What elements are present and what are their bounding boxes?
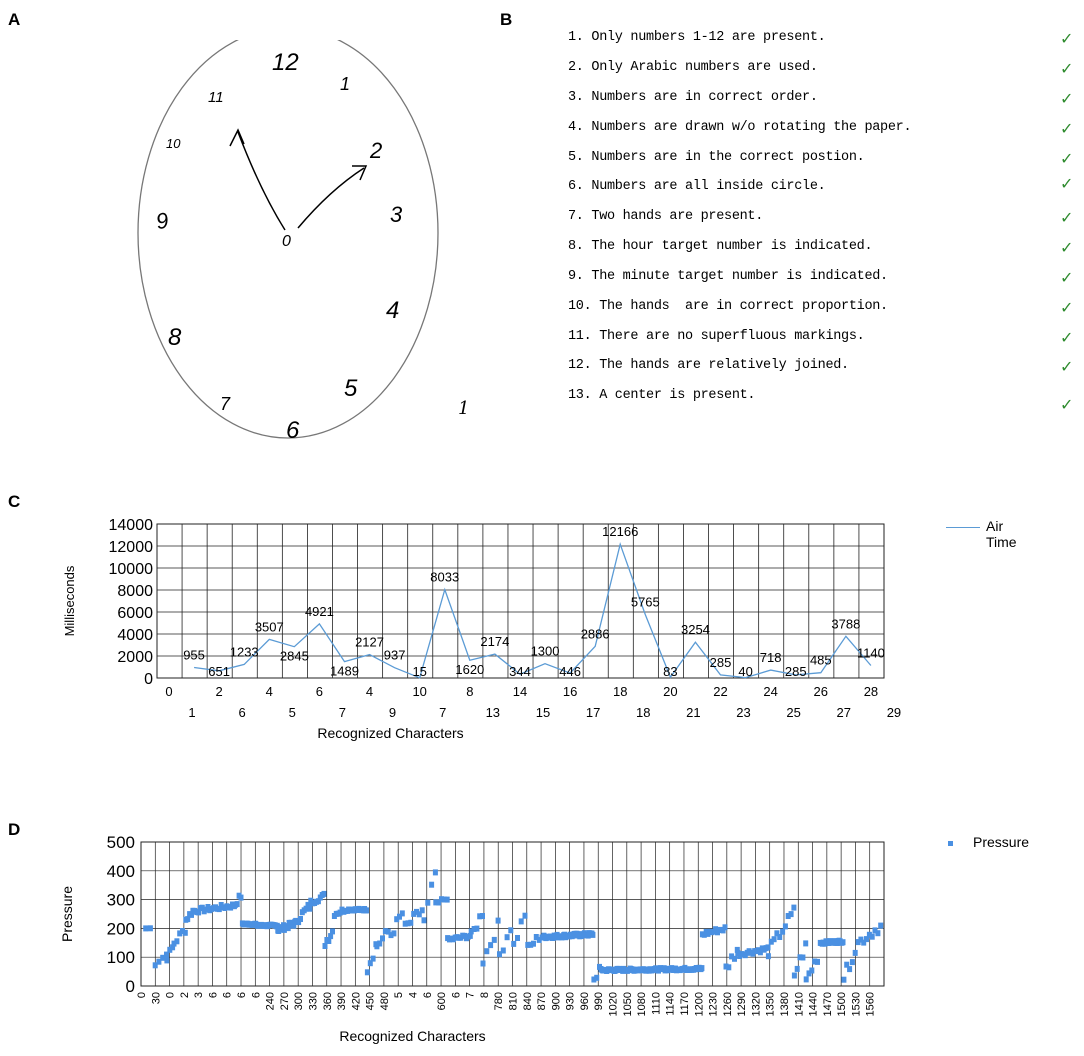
x-tick-label: 27 [836, 705, 852, 720]
x-tick-label: 5 [288, 705, 296, 720]
pressure-point [433, 869, 438, 875]
legend-label-air-time: Air Time [986, 518, 1017, 550]
x-axis-label: Recognized Characters [339, 1028, 486, 1044]
data-label: 3507 [254, 619, 284, 635]
y-tick-label: 4000 [117, 627, 153, 644]
x-tick-label: 15 [535, 705, 551, 720]
pressure-point [875, 930, 880, 936]
pressure-point [766, 953, 771, 959]
x-tick-label: 1020 [607, 992, 620, 1017]
check-icon: ✓ [1060, 328, 1074, 347]
data-label: 651 [208, 664, 230, 679]
x-tick-label: 21 [686, 705, 701, 720]
data-label: 285 [784, 664, 807, 679]
criterion-1: 1. Only numbers 1-12 are present. [568, 30, 826, 45]
x-tick-label: 28 [863, 684, 879, 699]
y-tick-label: 400 [106, 861, 135, 881]
clock-number-7: 7 [220, 394, 231, 414]
check-icon: ✓ [1060, 357, 1074, 376]
criterion-9: 9. The minute target number is indicated. [568, 269, 888, 284]
check-icon: ✓ [1060, 119, 1074, 138]
clock-number-3: 3 [390, 202, 403, 227]
x-tick-label: 960 [578, 992, 591, 1011]
criterion-4: 4. Numbers are drawn w/o rotating the paper. [568, 120, 912, 135]
x-tick-label: 9 [388, 705, 397, 720]
x-tick-label: 390 [336, 992, 349, 1011]
criterion-5: 5. Numbers are in the correct postion. [568, 150, 865, 165]
pressure-point [870, 934, 875, 940]
panel-label-a: A [8, 10, 21, 29]
minute-hand [298, 168, 364, 228]
x-tick-label: 6 [207, 992, 220, 999]
pressure-point [519, 918, 524, 924]
x-tick-label: 480 [378, 992, 391, 1011]
check-icon: ✓ [1060, 59, 1074, 78]
panel-label-d: D [8, 820, 21, 839]
y-tick-label: 300 [106, 890, 135, 910]
legend-marker-swatch [948, 841, 953, 846]
clock-number-10: 10 [166, 136, 181, 151]
x-tick-label: 10 [412, 684, 427, 699]
pressure-point [445, 897, 450, 903]
x-tick-label: 930 [564, 992, 577, 1011]
pressure-point [803, 940, 808, 946]
clock-number-5: 5 [344, 375, 358, 402]
x-tick-label: 1080 [636, 992, 649, 1017]
x-tick-label: 240 [264, 992, 277, 1011]
panel-label-c: C [8, 492, 21, 511]
x-tick-label: 1410 [793, 992, 806, 1017]
x-tick-label: 1350 [764, 992, 777, 1017]
pressure-point [780, 929, 785, 935]
pressure-point [878, 923, 883, 929]
pressure-point [235, 901, 240, 907]
pressure-point [841, 977, 846, 983]
data-label: 3788 [831, 616, 861, 632]
x-tick-label: 23 [736, 705, 751, 720]
air-time-chart [0, 500, 1084, 750]
pressure-point [766, 944, 771, 950]
y-tick-label: 14000 [108, 517, 153, 534]
clock-number-12: 12 [272, 49, 299, 76]
data-label: 955 [183, 647, 205, 663]
pressure-point [174, 938, 179, 944]
x-tick-label: 0 [165, 684, 173, 699]
data-label: 2886 [580, 626, 610, 642]
x-tick-label: 6 [421, 992, 434, 999]
data-label: 4921 [304, 603, 334, 619]
x-tick-label: 840 [521, 992, 534, 1011]
pressure-point [505, 934, 510, 940]
criterion-7: 7. Two hands are present. [568, 209, 764, 224]
pressure-point [408, 920, 413, 926]
y-axis-label: Milliseconds [62, 565, 77, 637]
x-tick-label: 810 [507, 992, 520, 1011]
criterion-12: 12. The hands are relatively joined. [568, 358, 849, 373]
data-label: 12166 [602, 524, 639, 540]
data-label: 344 [509, 664, 531, 679]
x-tick-label: 300 [293, 992, 306, 1011]
criterion-10: 10. The hands are in correct proportion. [568, 299, 888, 314]
pressure-point [400, 910, 405, 916]
clock-stray-mark: 1 [458, 398, 470, 419]
y-tick-label: 8000 [117, 583, 153, 600]
check-icon: ✓ [1060, 29, 1074, 48]
y-tick-label: 0 [144, 671, 153, 688]
x-axis-label: Recognized Characters [317, 725, 464, 741]
data-label: 718 [759, 650, 782, 666]
x-tick-label: 6 [315, 684, 324, 699]
x-tick-label: 7 [338, 705, 347, 720]
x-tick-label: 270 [278, 992, 291, 1011]
clock-hands [230, 130, 366, 230]
data-label: 485 [809, 652, 832, 668]
x-tick-label: 17 [585, 705, 601, 720]
pressure-point [772, 936, 777, 942]
clock-number-9: 9 [154, 207, 171, 235]
hour-hand [238, 132, 285, 230]
pressure-chart [0, 825, 1084, 1056]
x-tick-label: 18 [636, 705, 651, 720]
pressure-point [330, 928, 335, 934]
pressure-point [783, 923, 788, 929]
y-tick-label: 12000 [108, 539, 153, 556]
x-tick-label: 0 [136, 992, 148, 999]
pressure-point [420, 907, 425, 913]
x-tick-label: 3 [193, 992, 206, 999]
x-tick-label: 6 [238, 705, 246, 720]
x-tick-label: 7 [464, 992, 477, 999]
x-tick-label: 13 [485, 705, 501, 720]
pressure-point [789, 911, 794, 917]
x-tick-label: 1560 [864, 992, 877, 1017]
clock-number-6: 6 [286, 417, 300, 444]
pressure-point [511, 941, 516, 947]
pressure-point [847, 966, 852, 972]
pressure-point [371, 956, 376, 962]
data-label: 285 [709, 654, 732, 670]
clock-drawing [120, 40, 500, 450]
pressure-point [422, 917, 427, 923]
x-tick-label: 8 [478, 992, 491, 999]
x-tick-label: 16 [562, 684, 578, 699]
pressure-point [732, 956, 737, 962]
y-tick-label: 200 [106, 919, 135, 939]
check-icon: ✓ [1060, 89, 1074, 108]
x-tick-label: 5 [393, 992, 406, 999]
x-tick-label: 1110 [650, 992, 663, 1015]
check-icon: ✓ [1060, 149, 1074, 168]
data-label: 1140 [856, 645, 885, 661]
pressure-point [791, 905, 796, 911]
pressure-point [164, 957, 169, 963]
pressure-point [480, 913, 485, 919]
data-label: 3254 [680, 622, 710, 638]
y-tick-label: 100 [106, 948, 135, 968]
pressure-point [501, 948, 506, 954]
x-tick-label: 1200 [693, 992, 706, 1017]
y-tick-label: 10000 [108, 561, 153, 578]
data-label: 8033 [430, 569, 460, 585]
check-icon: ✓ [1060, 208, 1074, 227]
data-label: 2127 [355, 634, 385, 650]
criterion-11: 11. There are no superfluous markings. [568, 329, 865, 344]
criterion-13: 13. A center is present. [568, 388, 756, 403]
x-tick-label: 600 [436, 992, 449, 1011]
pressure-point [508, 927, 513, 933]
criterion-2: 2. Only Arabic numbers are used. [568, 60, 818, 75]
pressure-point [429, 882, 434, 888]
pressure-point [726, 964, 731, 970]
x-tick-label: 1290 [736, 992, 749, 1017]
pressure-point [380, 935, 385, 941]
pressure-point [143, 925, 148, 931]
x-tick-label: 1530 [850, 992, 863, 1017]
clock-number-2: 2 [370, 138, 383, 163]
pressure-point [322, 891, 327, 897]
x-tick-label: 6 [450, 992, 463, 999]
pressure-point [484, 948, 489, 954]
x-tick-label: 29 [886, 705, 902, 720]
x-tick-label: 450 [364, 992, 377, 1011]
data-label: 5765 [630, 594, 660, 610]
x-tick-label: 1380 [778, 992, 791, 1017]
x-tick-label: 1260 [721, 992, 734, 1017]
pressure-point [481, 961, 486, 967]
data-label: 40 [738, 664, 753, 679]
pressure-point [804, 976, 809, 982]
x-tick-label: 330 [307, 992, 320, 1011]
data-label: 83 [663, 664, 678, 679]
x-tick-label: 990 [593, 992, 606, 1011]
clock-number-8: 8 [168, 324, 182, 351]
x-tick-label: 24 [763, 684, 778, 699]
pressure-point [391, 930, 396, 936]
data-label: 937 [383, 647, 406, 663]
clock-center-mark: 0 [282, 233, 291, 250]
x-tick-label: 1320 [750, 992, 763, 1017]
x-tick-label: 1140 [664, 992, 677, 1016]
criterion-8: 8. The hour target number is indicated. [568, 239, 873, 254]
x-tick-label: 1500 [836, 992, 849, 1017]
y-tick-label: 0 [125, 977, 135, 996]
data-label: 1233 [229, 644, 259, 660]
pressure-point [531, 941, 536, 947]
legend-line-swatch [946, 527, 980, 528]
pressure-point [850, 959, 855, 965]
criterion-3: 3. Numbers are in correct order. [568, 90, 818, 105]
pressure-point [474, 926, 479, 932]
pressure-point [699, 965, 704, 971]
clock-number-1: 1 [340, 74, 351, 94]
check-icon: ✓ [1060, 268, 1074, 287]
pressure-point [792, 973, 797, 979]
pressure-point [777, 934, 782, 940]
pressure-point [723, 924, 728, 930]
x-tick-label: 14 [512, 684, 528, 699]
x-tick-label: 4 [407, 992, 420, 999]
pressure-point [365, 969, 370, 975]
x-tick-label: 6 [250, 992, 263, 999]
y-tick-label: 6000 [117, 605, 153, 622]
legend-label-pressure: Pressure [973, 834, 1030, 850]
x-tick-label: 0 [164, 992, 177, 999]
pressure-point [492, 937, 497, 943]
check-icon: ✓ [1060, 298, 1074, 317]
pressure-point [853, 950, 858, 956]
pressure-point [496, 918, 501, 924]
pressure-point [488, 942, 493, 948]
check-icon: ✓ [1060, 238, 1074, 257]
pressure-point [800, 955, 805, 961]
x-tick-label: 30 [150, 992, 163, 1005]
clock-number-11: 11 [208, 89, 224, 106]
x-tick-label: 26 [813, 684, 829, 699]
pressure-point [590, 932, 595, 938]
pressure-point [377, 941, 382, 947]
x-tick-label: 1440 [807, 992, 820, 1017]
check-icon: ✓ [1060, 395, 1074, 414]
pressure-point [364, 907, 369, 913]
data-label: 2845 [279, 648, 309, 664]
pressure-point [594, 975, 599, 981]
y-tick-label: 2000 [117, 649, 153, 666]
clock-number-4: 4 [386, 297, 400, 324]
data-label: 2174 [480, 634, 510, 650]
data-label: 15 [412, 664, 427, 679]
x-tick-label: 1470 [821, 992, 834, 1017]
x-tick-label: 780 [493, 992, 506, 1011]
x-tick-label: 25 [786, 705, 801, 720]
x-tick-label: 22 [713, 684, 728, 699]
x-tick-label: 8 [466, 684, 474, 699]
x-tick-label: 4 [365, 684, 374, 699]
pressure-point [515, 935, 520, 941]
pressure-point [298, 916, 303, 922]
check-icon: ✓ [1060, 174, 1074, 193]
pressure-point [523, 913, 528, 919]
x-tick-label: 900 [550, 992, 563, 1011]
data-label: 446 [559, 664, 581, 679]
x-tick-label: 4 [265, 684, 273, 699]
x-tick-label: 6 [236, 992, 249, 999]
pressure-point [841, 939, 846, 945]
x-tick-label: 870 [536, 992, 549, 1011]
x-tick-label: 420 [350, 992, 363, 1011]
y-axis-label: Pressure [59, 885, 75, 943]
x-tick-label: 2 [215, 684, 223, 699]
pressure-point [239, 895, 244, 901]
x-tick-label: 360 [321, 992, 334, 1011]
pressure-point [183, 930, 188, 936]
x-tick-label: 1050 [621, 992, 634, 1017]
pressure-point [425, 900, 430, 906]
data-label: 1489 [330, 663, 359, 679]
pressure-point [307, 906, 312, 912]
data-label: 1300 [530, 643, 560, 659]
pressure-point [809, 968, 814, 974]
x-tick-label: 6 [221, 992, 234, 999]
x-tick-label: 1 [188, 705, 196, 720]
x-tick-label: 1170 [678, 992, 691, 1016]
data-label: 1620 [455, 662, 485, 678]
criterion-6: 6. Numbers are all inside circle. [568, 179, 826, 194]
x-tick-label: 1230 [707, 992, 720, 1017]
x-tick-label: 2 [178, 992, 191, 999]
x-tick-label: 20 [663, 684, 678, 699]
x-tick-label: 7 [439, 705, 447, 720]
panel-label-b: B [500, 10, 513, 29]
pressure-point [815, 959, 820, 965]
pressure-point [795, 966, 800, 972]
y-tick-label: 500 [106, 833, 135, 852]
pressure-point [148, 925, 153, 931]
x-tick-label: 18 [613, 684, 628, 699]
